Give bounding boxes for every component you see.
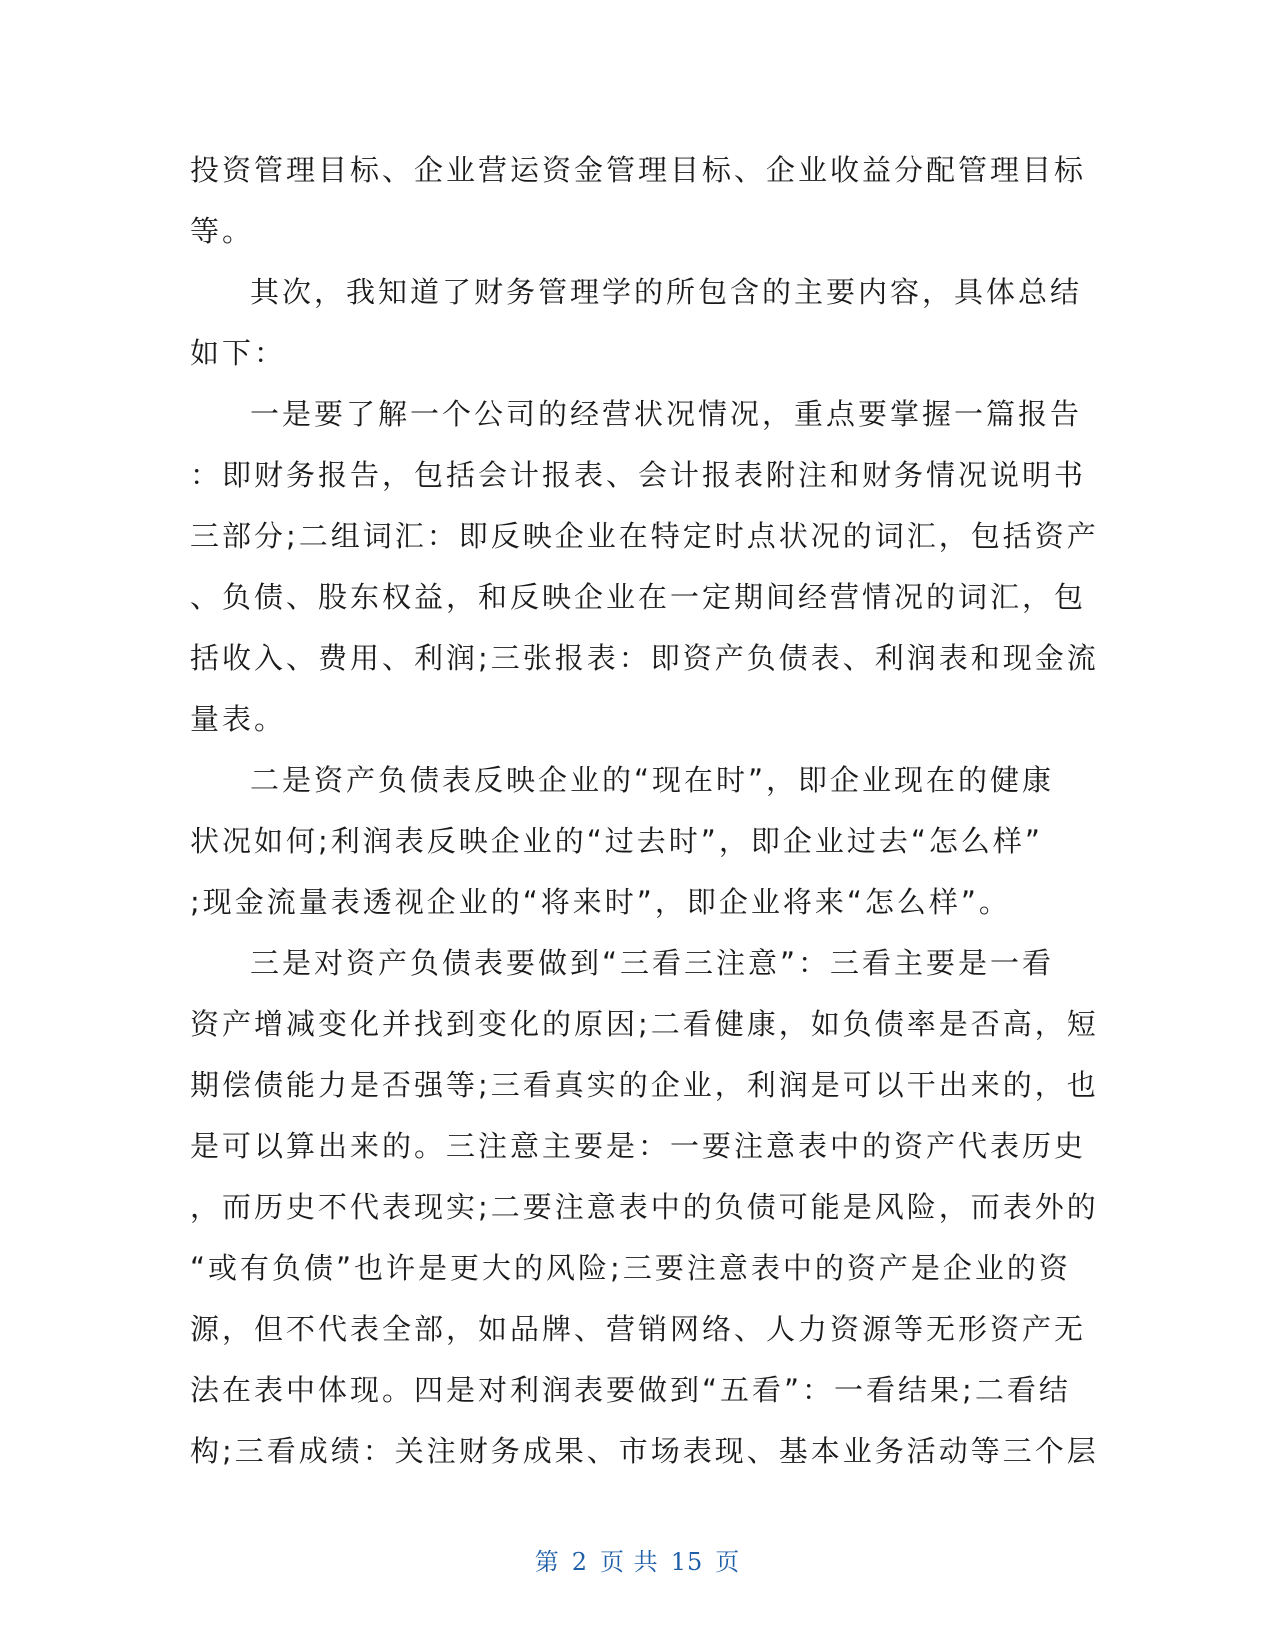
- text-line: 、负债、股东权益，和反映企业在一定期间经营情况的词汇，包: [190, 580, 1087, 614]
- document-body: [190, 140, 1099, 1482]
- text-line: 三部分;二组词汇：即反映企业在特定时点状况的词汇，包括资产: [190, 519, 1099, 553]
- text-line: 状况如何;利润表反映企业的“过去时”，即企业过去“怎么样”: [190, 824, 1043, 858]
- text-line: 其次，我知道了财务管理学的所包含的主要内容，具体总结: [250, 275, 1083, 309]
- text-line: 等。: [190, 214, 255, 248]
- text-line: 一是要了解一个公司的经营状况情况，重点要掌握一篇报告: [250, 397, 1083, 431]
- text-line: 是可以算出来的。三注意主要是：一要注意表中的资产代表历史: [190, 1129, 1087, 1163]
- paragraph-2: [190, 262, 1083, 384]
- page-footer: [0, 1542, 1275, 1577]
- current-page-number: 2: [571, 1548, 589, 1576]
- text-line: 投资管理目标、企业营运资金管理目标、企业收益分配管理目标: [190, 153, 1087, 187]
- text-line: “或有负债”也许是更大的风险;三要注意表中的资产是企业的资: [190, 1251, 1071, 1285]
- text-line: ;现金流量表透视企业的“将来时”，即企业将来“怎么样”。: [190, 885, 1011, 919]
- text-line: ，而历史不代表现实;二要注意表中的负债可能是风险，而表外的: [190, 1190, 1099, 1224]
- total-pages-number: 15: [670, 1548, 704, 1576]
- text-line: 量表。: [190, 702, 287, 736]
- paragraph-3: [190, 384, 1099, 750]
- text-line: 三是对资产负债表要做到“三看三注意”：三看主要是一看: [250, 946, 1055, 980]
- text-line: 源，但不代表全部，如品牌、营销网络、人力资源等无形资产无: [190, 1312, 1087, 1346]
- text-line: 二是资产负债表反映企业的“现在时”，即企业现在的健康: [250, 763, 1055, 797]
- footer-suffix: 页: [715, 1548, 741, 1576]
- text-line: 期偿债能力是否强等;三看真实的企业，利润是可以干出来的，也: [190, 1068, 1099, 1102]
- paragraph-4: [190, 750, 1080, 933]
- text-line: 法在表中体现。四是对利润表要做到“五看”：一看结果;二看结: [190, 1373, 1071, 1407]
- footer-middle: 页 共: [600, 1548, 659, 1576]
- text-line: 构;三看成绩：关注财务成果、市场表现、基本业务活动等三个层: [190, 1434, 1099, 1468]
- text-line: 资产增减变化并找到变化的原因;二看健康，如负债率是否高，短: [190, 1007, 1099, 1041]
- paragraph-1: [190, 140, 1087, 262]
- paragraph-5: [190, 933, 1099, 1482]
- text-line: 如下：: [190, 336, 287, 370]
- text-line: 括收入、费用、利润;三张报表：即资产负债表、利润表和现金流: [190, 641, 1099, 675]
- footer-prefix: 第: [534, 1548, 560, 1576]
- text-line: ：即财务报告，包括会计报表、会计报表附注和财务情况说明书: [190, 458, 1087, 492]
